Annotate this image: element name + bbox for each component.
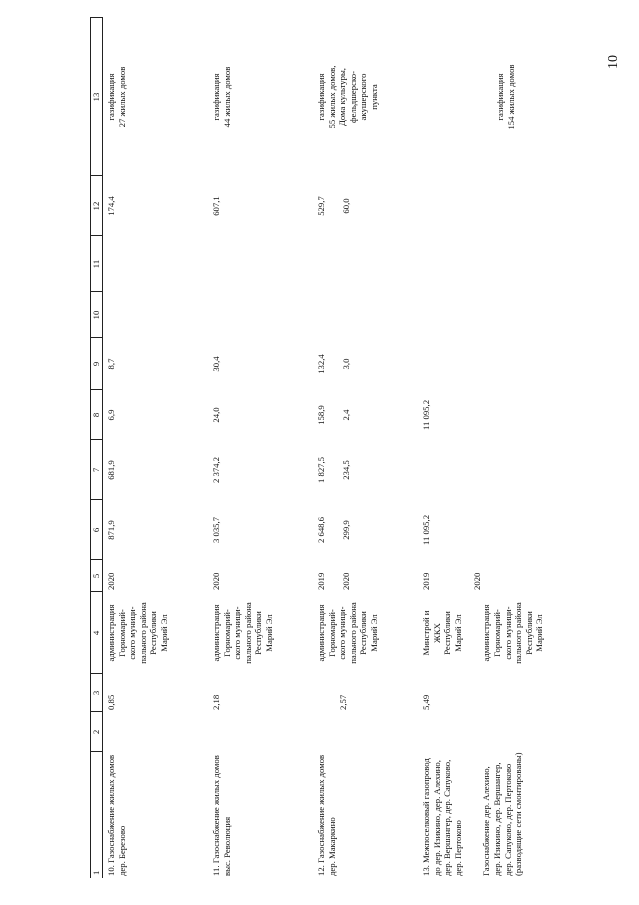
column-header: 8 xyxy=(91,390,103,440)
value-cell: 11 095,2 xyxy=(421,514,431,546)
column-number-row xyxy=(91,18,103,878)
column-header: 2 xyxy=(91,712,103,752)
object-cell: 13. Межпоселковый газопровод до дер. Изикино, дер. Алехино, дер. Вершангер, дер. Сапуково, дер. Пертоково Газоснабжение дер. Алехино, дер. Изикино, дер. Вершангер, дер. Сапуково, дер. Пертоково (разводящие сети смонтированы) xyxy=(421,752,524,876)
year-cell: 2019 2020 xyxy=(421,572,482,590)
value-cell: 158,9 2,4 xyxy=(316,405,351,425)
empty-cell xyxy=(208,292,313,338)
result-cell: газификация 154 жилых домов xyxy=(495,64,516,130)
value-cell: 11 095,2 xyxy=(421,399,431,431)
customer-cell: администрация Горномарий- ского муници- пального района Республики Марий Эл xyxy=(106,602,170,664)
column-header: 11 xyxy=(91,236,103,292)
empty-cell xyxy=(418,236,545,292)
page-number: 10 xyxy=(606,55,621,69)
customer-cell: Минстрой и ЖКХ Республики Марий Эл администрация Горномарий- ского муници- пального района Республики Марий Эл xyxy=(421,602,545,664)
column-header: 6 xyxy=(91,500,103,560)
empty-cell xyxy=(313,236,418,292)
value-cell: 871,9 xyxy=(106,520,116,540)
value-cell: 2 374,2 xyxy=(211,456,221,484)
year-cell: 2019 2020 xyxy=(316,572,351,590)
table-row xyxy=(208,18,313,878)
column-header: 4 xyxy=(91,592,103,674)
empty-cell xyxy=(418,292,545,338)
column-header: 5 xyxy=(91,560,103,592)
object-cell: 10. Газоснабжение жилых домов дер. Березово xyxy=(106,754,127,876)
value-cell: 30,4 xyxy=(211,356,221,372)
object-cell: 12. Газоснабжение жилых домов дер. Макаркино xyxy=(316,754,337,876)
result-cell: газификация 27 жилых домов xyxy=(106,66,127,128)
value-cell: 3 035,7 xyxy=(211,516,221,544)
result-cell: газификация 44 жилых домов xyxy=(211,66,232,128)
investment-table xyxy=(90,18,545,879)
empty-cell xyxy=(208,236,313,292)
column-header: 9 xyxy=(91,338,103,390)
column-header: 12 xyxy=(91,176,103,236)
value-cell: 174,4 xyxy=(106,196,116,216)
empty-cell xyxy=(418,176,545,236)
value-cell: 1 827,5 234,5 xyxy=(316,456,351,484)
empty-cell xyxy=(103,236,209,292)
column-header: 3 xyxy=(91,674,103,712)
empty-cell xyxy=(103,292,209,338)
value-cell: 681,9 xyxy=(106,460,116,480)
length-cell: 2,18 xyxy=(211,694,221,710)
year-cell: 2020 xyxy=(106,572,116,590)
customer-cell: администрация Горномарий- ского муници- пального района Республики Марий Эл xyxy=(211,602,275,664)
result-cell: газификация 55 жилых домов, Дома культуры, фельдшерско- акушерского пункта xyxy=(316,65,380,129)
length-cell: 2,57 xyxy=(338,694,348,710)
column-header: 7 xyxy=(91,440,103,500)
value-cell: 6,9 xyxy=(106,409,116,421)
column-header: 13 xyxy=(91,18,103,176)
table-row xyxy=(103,18,209,878)
customer-cell: администрация Горномарий- ского муници- пального района Республики Марий Эл xyxy=(316,602,380,664)
table-row xyxy=(418,18,545,878)
empty-cell xyxy=(418,338,545,390)
length-cell: 5,49 xyxy=(421,694,431,710)
length-cell: 0,85 xyxy=(106,694,116,710)
empty-cell xyxy=(313,292,418,338)
empty-cell xyxy=(418,440,545,500)
rotated-table-container xyxy=(90,18,618,878)
value-cell: 24,0 xyxy=(211,407,221,423)
value-cell: 2 648,6 299,9 xyxy=(316,516,351,544)
column-header: 10 xyxy=(91,292,103,338)
value-cell: 607,1 xyxy=(211,196,221,216)
value-cell: 132,4 3,0 xyxy=(316,354,351,374)
year-cell: 2020 xyxy=(211,572,221,590)
value-cell: 529,7 60,0 xyxy=(316,196,351,216)
object-cell: 11. Газоснабжение жилых домов выс. Революция xyxy=(211,755,232,876)
value-cell: 8,7 xyxy=(106,358,116,370)
column-header: 1 xyxy=(91,752,103,878)
table-row xyxy=(313,18,418,878)
